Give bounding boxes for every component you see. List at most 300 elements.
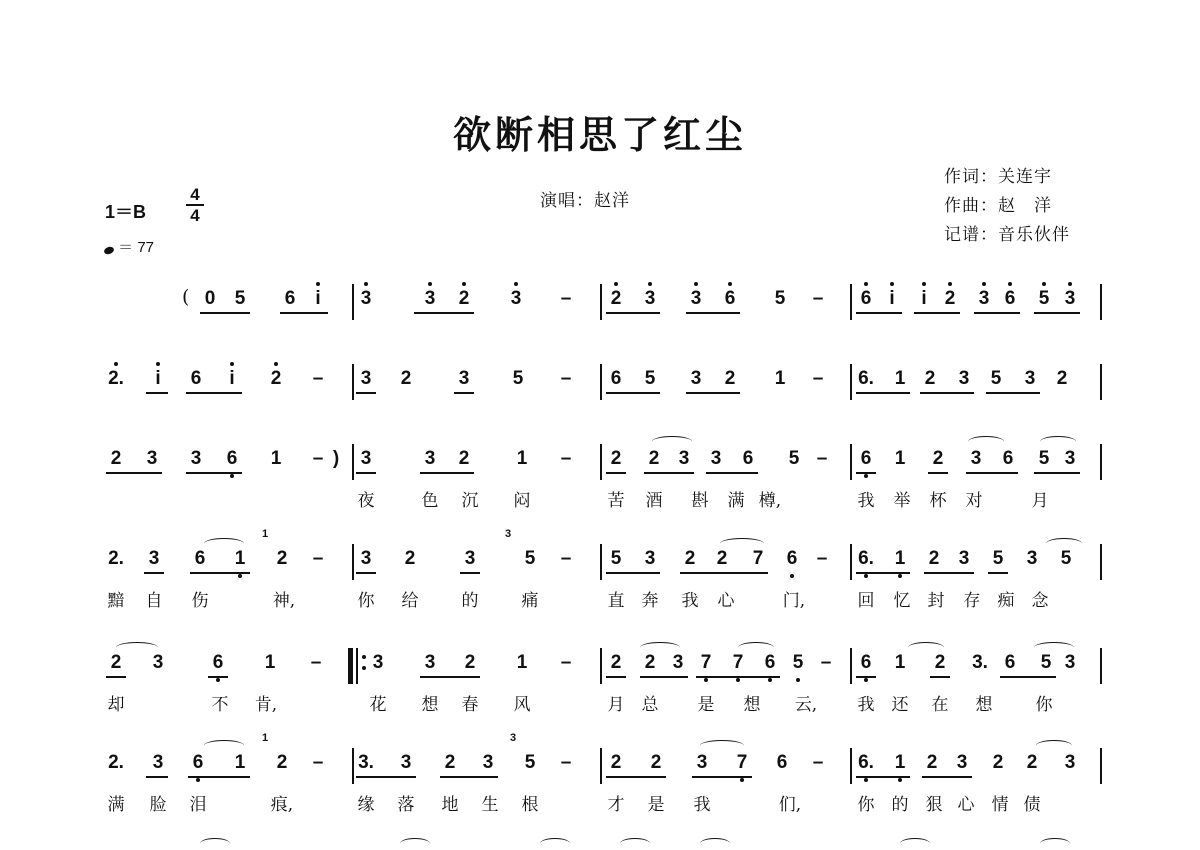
lyric-char: 想 [975, 695, 993, 715]
note: 2 [716, 548, 728, 569]
lyric-char: 苦 [607, 491, 625, 511]
note: 5 [524, 752, 536, 773]
note: 3 [1026, 548, 1038, 569]
lyric-char: 想 [743, 695, 761, 715]
octave-dot-above [274, 362, 278, 366]
note: 6 [212, 652, 224, 673]
note: 3 [690, 288, 702, 309]
note: 1 [270, 448, 282, 469]
beam-line [356, 472, 376, 474]
note: 7 [732, 652, 744, 673]
slur-arc [204, 740, 244, 751]
transcriber-credit: 记谱：音乐伙伴 [944, 225, 1070, 245]
beam-line [1034, 472, 1080, 474]
note: 3 [424, 288, 436, 309]
beam-line [1000, 676, 1056, 678]
octave-dot-below [230, 474, 234, 478]
note: 5 [792, 652, 804, 673]
key-signature: 1＝B [105, 202, 147, 222]
sustain-dash: – [312, 548, 324, 569]
note: 3 [1064, 652, 1076, 673]
lyric-char: 奔 [641, 591, 659, 611]
lyric-char: 生 [481, 795, 499, 815]
note: 6 [192, 752, 204, 773]
note: 5 [788, 448, 800, 469]
note: 5 [234, 288, 246, 309]
note: 2. [108, 548, 124, 569]
repeat-dot [362, 655, 366, 659]
barline [1100, 544, 1102, 580]
lyric-char: 情 [991, 795, 1009, 815]
note: 1 [516, 448, 528, 469]
octave-dot-above [694, 282, 698, 286]
beam-line [188, 776, 250, 778]
beam-line [986, 392, 1040, 394]
beam-line [208, 676, 228, 678]
lyric-char: 心 [957, 795, 975, 815]
note: 1 [894, 752, 906, 773]
note: 2 [1056, 368, 1068, 389]
beam-line [856, 572, 910, 574]
barline [600, 284, 602, 320]
note: 6 [190, 368, 202, 389]
note: i [889, 288, 895, 309]
octave-dot-below [704, 678, 708, 682]
note: 2 [610, 652, 622, 673]
note: 3 [424, 448, 436, 469]
lyric-char: 樽, [758, 491, 782, 511]
singer-credit: 演唱：赵洋 [540, 191, 630, 211]
lyric-char: 的 [461, 591, 479, 611]
lyric-char: 痕, [270, 795, 294, 815]
note: 2. [108, 368, 124, 389]
lyric-char: 存 [963, 591, 981, 611]
octave-dot-above [316, 282, 320, 286]
lyric-char: 债 [1023, 795, 1041, 815]
beam-line [922, 776, 972, 778]
note: 3 [400, 752, 412, 773]
octave-dot-below [196, 778, 200, 782]
note: 2 [110, 448, 122, 469]
note: 2 [276, 548, 288, 569]
sustain-dash: – [310, 652, 322, 673]
octave-dot-below [216, 678, 220, 682]
slur-arc [1046, 538, 1082, 549]
note: 6 [786, 548, 798, 569]
note: 2 [926, 752, 938, 773]
sustain-dash: – [816, 548, 828, 569]
barline [1100, 444, 1102, 480]
note: 2 [400, 368, 412, 389]
beam-line [414, 312, 474, 314]
lyric-char: 忆 [893, 591, 911, 611]
note: 5 [992, 548, 1004, 569]
octave-dot-below [736, 678, 740, 682]
note: 3 [424, 652, 436, 673]
octave-dot-above [364, 282, 368, 286]
note: 1 [894, 368, 906, 389]
lyric-char: 是 [697, 695, 715, 715]
note: 6 [764, 652, 776, 673]
barline [600, 648, 602, 684]
note: 6 [776, 752, 788, 773]
lyric-char: 神, [272, 591, 296, 611]
octave-dot-below [864, 678, 868, 682]
beam-line [606, 392, 660, 394]
note: 5 [512, 368, 524, 389]
beam-line [356, 776, 416, 778]
lyric-char: 落 [397, 795, 415, 815]
barline [352, 364, 354, 400]
beam-line [454, 392, 474, 394]
slur-arc [900, 838, 930, 849]
note: 2 [928, 548, 940, 569]
beam-line [186, 392, 242, 394]
lyric-char: 斟 [691, 491, 709, 511]
octave-dot-above [156, 362, 160, 366]
barline [850, 444, 852, 480]
slur-arc [116, 642, 158, 653]
lyric-char: 闷 [513, 491, 531, 511]
lyric-char: 总 [641, 695, 659, 715]
note: i [229, 368, 235, 389]
note: 2 [464, 652, 476, 673]
note: i [921, 288, 927, 309]
note: 6 [226, 448, 238, 469]
barline [850, 544, 852, 580]
barline [352, 444, 354, 480]
note: 2 [610, 288, 622, 309]
beam-line [186, 472, 242, 474]
lyric-char: 却 [107, 695, 125, 715]
lyric-char: 还 [891, 695, 909, 715]
note: 3 [152, 652, 164, 673]
note: 6 [860, 288, 872, 309]
beam-line [966, 472, 1018, 474]
note: 3 [644, 548, 656, 569]
sustain-dash: – [812, 288, 824, 309]
note: 0 [204, 288, 216, 309]
note: 6 [742, 448, 754, 469]
barline [1100, 284, 1102, 320]
lyric-char: 狠 [925, 795, 943, 815]
octave-dot-above [230, 362, 234, 366]
beam-line [606, 472, 626, 474]
beam-line [606, 572, 660, 574]
note: 6 [610, 368, 622, 389]
barline [352, 748, 354, 784]
slur-arc [700, 740, 744, 751]
note: 1 [234, 752, 246, 773]
grace-note: 3 [510, 732, 517, 744]
beam-line [106, 472, 162, 474]
note: 1 [894, 448, 906, 469]
sustain-dash: – [312, 368, 324, 389]
barline [1100, 748, 1102, 784]
slur-arc [968, 436, 1004, 447]
note: 2 [924, 368, 936, 389]
beam-line [440, 776, 498, 778]
paren-open: ( [182, 286, 190, 308]
barline [352, 284, 354, 320]
lyric-char: 泪 [189, 795, 207, 815]
lyric-char: 你 [857, 795, 875, 815]
beam-line [856, 312, 902, 314]
sustain-dash: – [812, 752, 824, 773]
octave-dot-above [982, 282, 986, 286]
note: 2 [944, 288, 956, 309]
lyric-char: 我 [681, 591, 699, 611]
lyric-char: 脸 [149, 795, 167, 815]
lyric-char: 们, [778, 795, 802, 815]
beam-line [144, 572, 164, 574]
beam-line [606, 676, 626, 678]
barline [1100, 648, 1102, 684]
note: 1 [234, 548, 246, 569]
note: 6 [1002, 448, 1014, 469]
barline [850, 284, 852, 320]
note: 3 [360, 288, 372, 309]
beam-line [606, 776, 666, 778]
octave-dot-above [114, 362, 118, 366]
beam-line [920, 392, 974, 394]
sustain-dash: – [560, 548, 572, 569]
note: 3 [360, 548, 372, 569]
note: 1 [264, 652, 276, 673]
octave-dot-below [898, 574, 902, 578]
lyric-char: 心 [717, 591, 735, 611]
octave-dot-below [238, 574, 242, 578]
barline [600, 544, 602, 580]
lyric-char: 伤 [191, 591, 209, 611]
octave-dot-above [890, 282, 894, 286]
octave-dot-above [948, 282, 952, 286]
sustain-dash: – [560, 448, 572, 469]
octave-dot-above [514, 282, 518, 286]
slur-arc [1040, 838, 1070, 849]
barline [850, 364, 852, 400]
note: 3 [1064, 288, 1076, 309]
beam-line [190, 572, 250, 574]
slur-arc [700, 838, 730, 849]
lyric-char: 云, [794, 695, 818, 715]
sustain-dash: – [820, 652, 832, 673]
note: 2 [934, 652, 946, 673]
beam-line [460, 572, 480, 574]
octave-dot-below [740, 778, 744, 782]
note: 3 [360, 448, 372, 469]
note: 6 [284, 288, 296, 309]
lyric-char: 我 [857, 695, 875, 715]
octave-dot-below [898, 778, 902, 782]
lyric-char: 自 [145, 591, 163, 611]
slur-arc [908, 642, 944, 653]
beam-line [686, 392, 740, 394]
lyric-char: 你 [1035, 695, 1053, 715]
note: 3. [358, 752, 374, 773]
note: 5 [610, 548, 622, 569]
octave-dot-below [796, 678, 800, 682]
lyric-char: 门, [782, 591, 806, 611]
note: 6 [724, 288, 736, 309]
barline [600, 444, 602, 480]
note: 1 [894, 548, 906, 569]
barline [600, 748, 602, 784]
note: 6 [860, 652, 872, 673]
note: 2 [458, 448, 470, 469]
note: 2 [1026, 752, 1038, 773]
octave-dot-above [1068, 282, 1072, 286]
octave-dot-above [864, 282, 868, 286]
note: 2 [992, 752, 1004, 773]
note: 3 [148, 548, 160, 569]
note: 5 [644, 368, 656, 389]
note: 7 [700, 652, 712, 673]
note: 1 [516, 652, 528, 673]
beam-line [356, 392, 376, 394]
note: 1 [894, 652, 906, 673]
note: 3 [644, 288, 656, 309]
note: 3 [690, 368, 702, 389]
beam-line [1034, 312, 1080, 314]
note: 2 [270, 368, 282, 389]
note: 6. [858, 368, 874, 389]
beam-line [146, 776, 168, 778]
beam-line [856, 676, 876, 678]
lyric-char: 不 [211, 695, 229, 715]
beam-line [680, 572, 768, 574]
beam-line [106, 676, 126, 678]
octave-dot-below [864, 778, 868, 782]
beam-line [930, 676, 950, 678]
note: 2 [458, 288, 470, 309]
octave-dot-above [922, 282, 926, 286]
beam-line [856, 472, 876, 474]
slur-arc [720, 538, 764, 549]
note: 6 [1004, 652, 1016, 673]
lyric-char: 肯, [254, 695, 278, 715]
lyric-char: 夜 [357, 491, 375, 511]
sustain-dash: – [560, 752, 572, 773]
slur-arc [738, 642, 774, 653]
grace-note: 1 [262, 528, 269, 540]
sustain-dash: – [560, 368, 572, 389]
note: 3 [1064, 448, 1076, 469]
sustain-dash: – [560, 652, 572, 673]
note: 3 [360, 368, 372, 389]
slur-arc [200, 838, 230, 849]
slur-arc [400, 838, 430, 849]
lyric-char: 满 [107, 795, 125, 815]
note: 2 [644, 652, 656, 673]
repeat-start-bar [348, 648, 353, 684]
lyric-char: 月 [607, 695, 625, 715]
octave-dot-below [768, 678, 772, 682]
octave-dot-above [1042, 282, 1046, 286]
note: 3 [1064, 752, 1076, 773]
note: 3 [696, 752, 708, 773]
lyric-char: 对 [965, 491, 983, 511]
note: 2 [404, 548, 416, 569]
beam-line [200, 312, 250, 314]
note: 2. [108, 752, 124, 773]
note: 3 [958, 368, 970, 389]
note: 3 [970, 448, 982, 469]
note: 5 [1038, 448, 1050, 469]
beam-line [706, 472, 758, 474]
note: 7 [752, 548, 764, 569]
note: 5 [990, 368, 1002, 389]
slur-arc [1034, 642, 1074, 653]
beam-line [356, 572, 376, 574]
lyric-char: 痴 [997, 591, 1015, 611]
lyric-char: 封 [927, 591, 945, 611]
note: 6 [1004, 288, 1016, 309]
lyric-char: 根 [521, 795, 539, 815]
lyric-char: 是 [647, 795, 665, 815]
octave-dot-above [462, 282, 466, 286]
lyric-char: 花 [369, 695, 387, 715]
note: 3 [482, 752, 494, 773]
octave-dot-above [428, 282, 432, 286]
note: 6. [858, 752, 874, 773]
note: 3 [678, 448, 690, 469]
note: 3. [972, 652, 988, 673]
barline [850, 648, 852, 684]
beam-line [988, 572, 1008, 574]
note: 2 [932, 448, 944, 469]
octave-dot-below [864, 474, 868, 478]
octave-dot-above [648, 282, 652, 286]
note: 5 [1038, 288, 1050, 309]
note: i [155, 368, 161, 389]
note: 5 [1060, 548, 1072, 569]
lyric-char: 才 [607, 795, 625, 815]
repeat-dot [362, 666, 366, 670]
octave-dot-above [614, 282, 618, 286]
song-title: 欲断相思了红尘 [452, 113, 747, 157]
barline [352, 544, 354, 580]
lyric-char: 黯 [107, 591, 125, 611]
note: 3 [146, 448, 158, 469]
beam-line [420, 676, 480, 678]
sustain-dash: – [560, 288, 572, 309]
slur-arc [540, 838, 570, 849]
sustain-dash: – [312, 752, 324, 773]
octave-dot-above [728, 282, 732, 286]
composer-credit: 作曲：赵 洋 [944, 196, 1052, 216]
slur-arc [640, 642, 680, 653]
lyric-char: 风 [513, 695, 531, 715]
octave-dot-below [864, 574, 868, 578]
lyric-char: 地 [441, 795, 459, 815]
beam-line [686, 312, 740, 314]
slur-arc [620, 838, 650, 849]
grace-note: 3 [505, 528, 512, 540]
note: 5 [524, 548, 536, 569]
lyric-char: 春 [461, 695, 479, 715]
lyric-char: 色 [421, 491, 439, 511]
note: 3 [152, 752, 164, 773]
beam-line [924, 572, 974, 574]
quarter-note-icon [103, 246, 115, 256]
lyric-char: 月 [1031, 491, 1049, 511]
note: 2 [650, 752, 662, 773]
beam-line [606, 312, 660, 314]
octave-dot-above [1008, 282, 1012, 286]
note: 3 [372, 652, 384, 673]
note: i [315, 288, 321, 309]
